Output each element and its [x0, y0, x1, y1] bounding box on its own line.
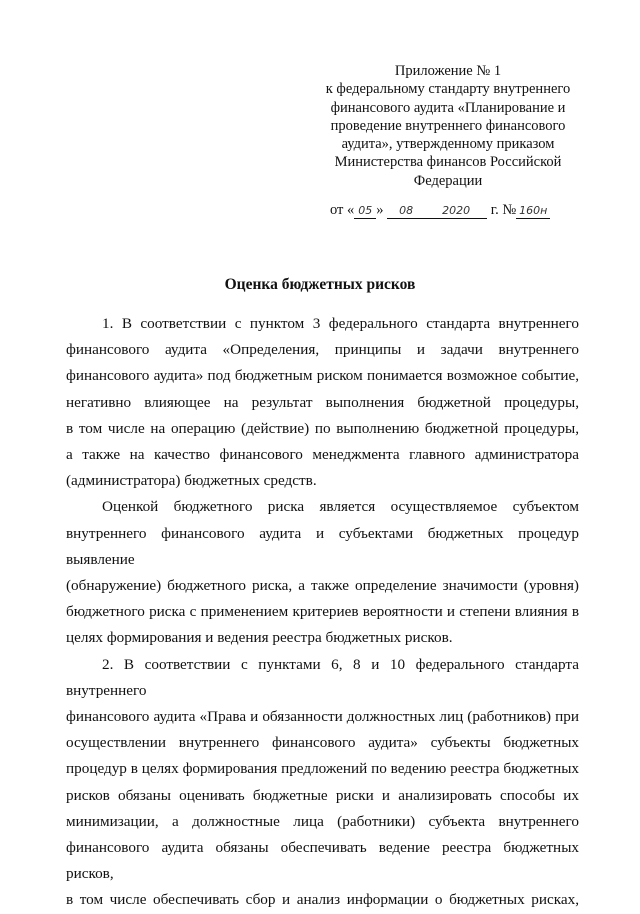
text-line: (администратора) бюджетных средств. — [66, 472, 317, 490]
date-mid: » — [376, 202, 384, 218]
text-line: 1. В соответствии с пунктом 3 федерального стандарта внутреннего — [102, 315, 579, 332]
text-line: целях формирования и ведения реестра бюджетных рисков. — [66, 629, 453, 647]
document-body — [66, 311, 579, 914]
text-line: финансового аудита обязаны обеспечивать ведение реестра бюджетных рисков, — [66, 839, 579, 883]
order-number: 160н — [516, 204, 550, 219]
text-line: Оценкой бюджетного риска является осуществляемое субъектом — [102, 498, 579, 516]
order-date-number — [330, 202, 590, 219]
appendix-header — [318, 62, 578, 190]
appendix-line: финансового аудита «Планирование и — [330, 99, 566, 116]
appendix-line: проведение внутреннего финансового — [330, 117, 566, 134]
text-line: негативно влияющее на результат выполнения бюджетной процедуры, — [66, 393, 579, 411]
appendix-line: к федеральному стандарту внутреннего — [325, 81, 571, 98]
text-line: минимизации, а должностные лица (работники) субъекта внутреннего — [66, 812, 579, 830]
text-line: финансового аудита «Определения, принципы и задачи внутреннего — [66, 341, 579, 359]
paragraph-1 — [66, 311, 579, 494]
text-line: рисков обязаны оценивать бюджетные риски и анализировать способы их — [66, 786, 579, 804]
text-line: в том числе обеспечивать сбор и анализ информации о бюджетных рисках, — [66, 891, 579, 909]
text-line: в том числе на операцию (действие) по выполнению бюджетной процедуры, — [66, 419, 579, 437]
text-line: процедур в целях формирования предложений по ведению реестра бюджетных — [66, 760, 579, 778]
appendix-line: Приложение № 1 — [394, 63, 502, 79]
number-label: г. № — [490, 202, 517, 218]
date-year: 2020 — [425, 204, 487, 219]
text-line: а также на качество финансового менеджмента главного администратора — [66, 446, 579, 464]
text-line: финансового аудита» под бюджетным риском понимается возможное событие, — [66, 367, 579, 385]
document-title: Оценка бюджетных рисков — [224, 276, 416, 293]
text-line: внутреннего финансового аудита и субъектами бюджетных процедур выявление — [66, 524, 579, 568]
text-line: финансового аудита «Права и обязанности должностных лиц (работников) при — [66, 708, 579, 726]
appendix-line: Министерства финансов Российской — [334, 154, 562, 171]
paragraph-2 — [66, 494, 579, 651]
date-day: 05 — [354, 204, 376, 219]
paragraph-3 — [66, 652, 579, 914]
date-month: 08 — [387, 204, 425, 219]
appendix-line: аудита», утвержденному приказом — [341, 136, 555, 153]
text-line: бюджетного риска с применением критериев вероятности и степени влияния в — [66, 603, 579, 621]
text-line: осуществлении внутреннего финансового аудита» субъекты бюджетных — [66, 734, 579, 752]
text-line: (обнаружение) бюджетного риска, а также определение значимости (уровня) — [66, 577, 579, 595]
date-prefix: от « — [330, 202, 355, 218]
text-line: 2. В соответствии с пунктами 6, 8 и 10 федерального стандарта внутреннего — [66, 655, 579, 699]
appendix-line: Федерации — [413, 172, 483, 189]
